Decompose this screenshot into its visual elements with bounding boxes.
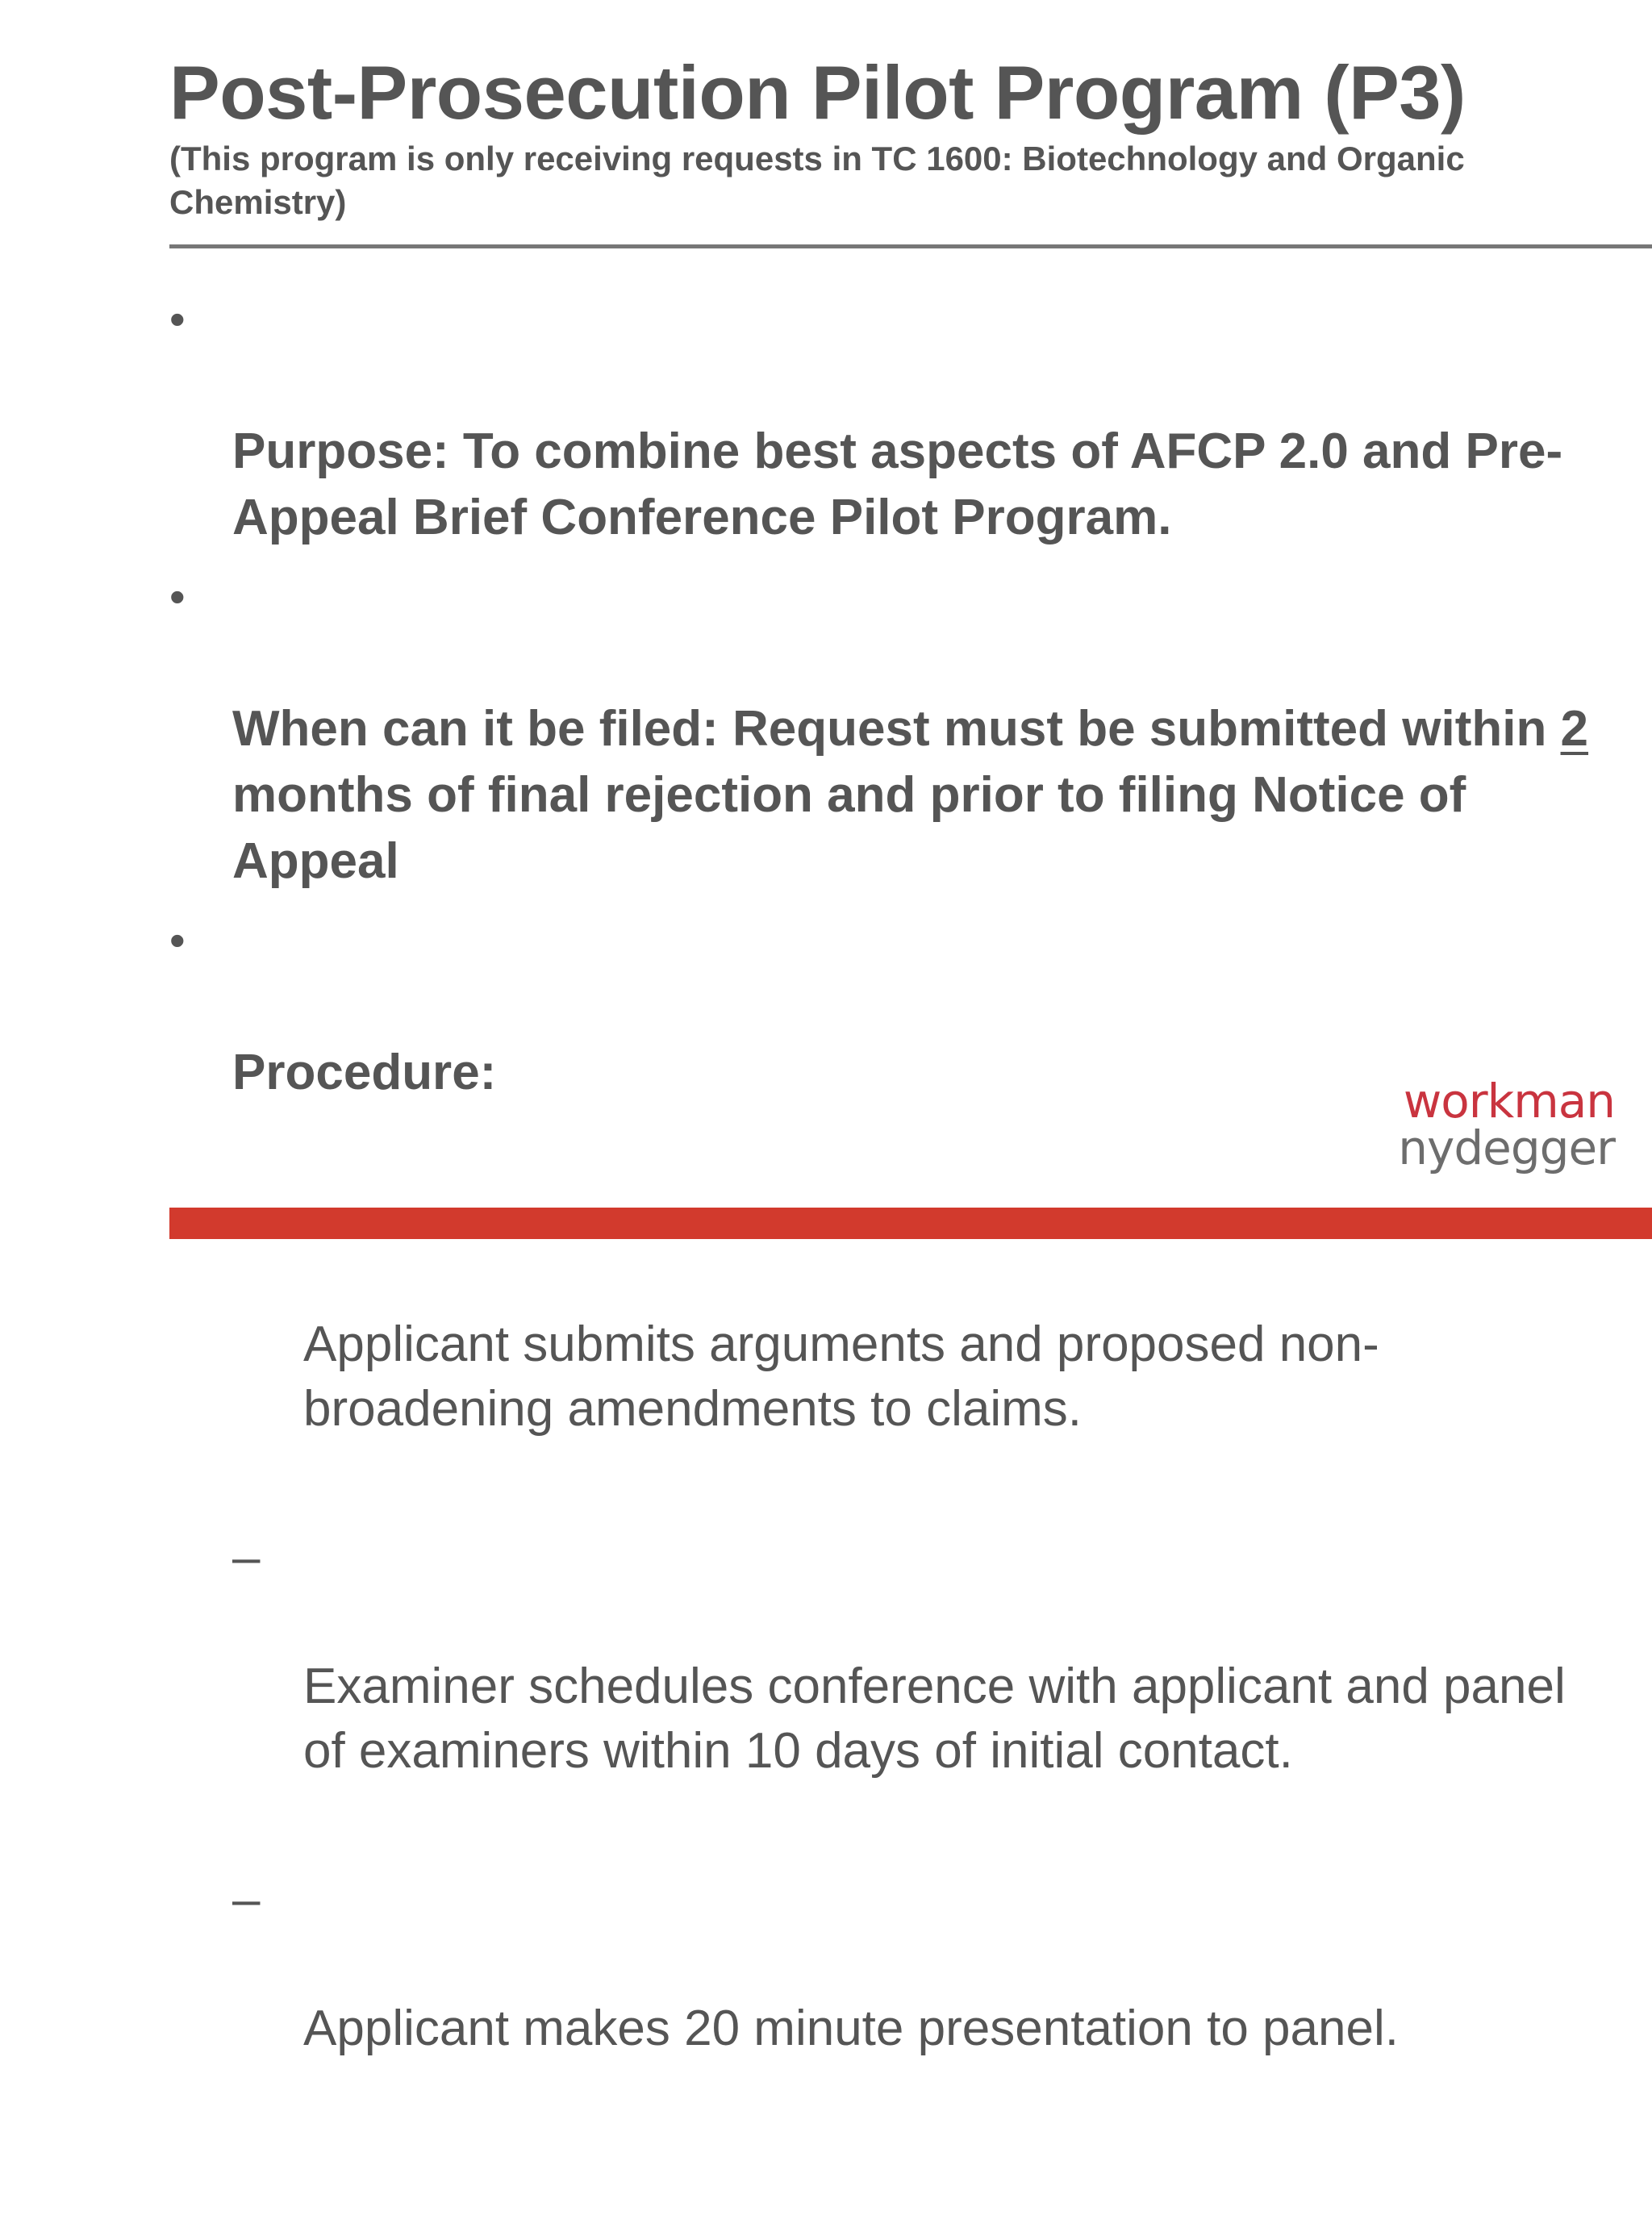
bullet-list xyxy=(169,286,1605,2224)
bullet-dot-icon: • xyxy=(169,571,186,622)
bullet-dot-icon: • xyxy=(169,294,186,344)
bullet-text-before: When can it be filed: Request must be submitted within xyxy=(232,701,1561,757)
dash-icon: – xyxy=(232,1529,261,1585)
bullet-text-underlined: 2 xyxy=(1560,701,1589,757)
subbullet-item xyxy=(232,1867,1605,2061)
subbullet-item xyxy=(232,1525,1605,1784)
slide-subtitle: (This program is only receiving requests in TC 1600: Biotechnology and Organic Chemistry) xyxy=(169,140,1465,221)
bullet-text: Purpose: To combine best aspects of AFCP 2.0 and Pre-Appeal Brief Conference Pilot Program. xyxy=(232,424,1563,545)
logo-line-nydegger: nydegger xyxy=(1398,1120,1615,1175)
slide-title: Post-Prosecution Pilot Program (P3) xyxy=(169,50,1466,135)
footer-accent-bar xyxy=(169,1208,1652,1239)
subbullet-text: Applicant submits arguments and proposed non-broadening amendments to claims. xyxy=(303,1316,1379,1437)
bullet-text: Procedure: xyxy=(232,1045,497,1100)
logo-line-workman: workman xyxy=(1403,1074,1615,1129)
bullet-text-after: months of final rejection and prior to filing Notice of Appeal xyxy=(232,767,1466,889)
procedure-subitems xyxy=(232,1117,1605,2145)
title-divider xyxy=(169,244,1652,248)
bullet-dot-icon: • xyxy=(169,915,186,966)
subbullet-text: Examiner schedules conference with applicant and panel of examiners within 10 days of initial contact. xyxy=(303,1659,1566,1779)
bullet-purpose xyxy=(169,286,1605,551)
subbullet-text: Applicant makes 20 minute presentation to panel. xyxy=(303,2001,1399,2056)
dash-icon: – xyxy=(232,1871,261,1927)
company-logo xyxy=(1389,1074,1615,1175)
bullet-when-filed xyxy=(169,564,1605,895)
